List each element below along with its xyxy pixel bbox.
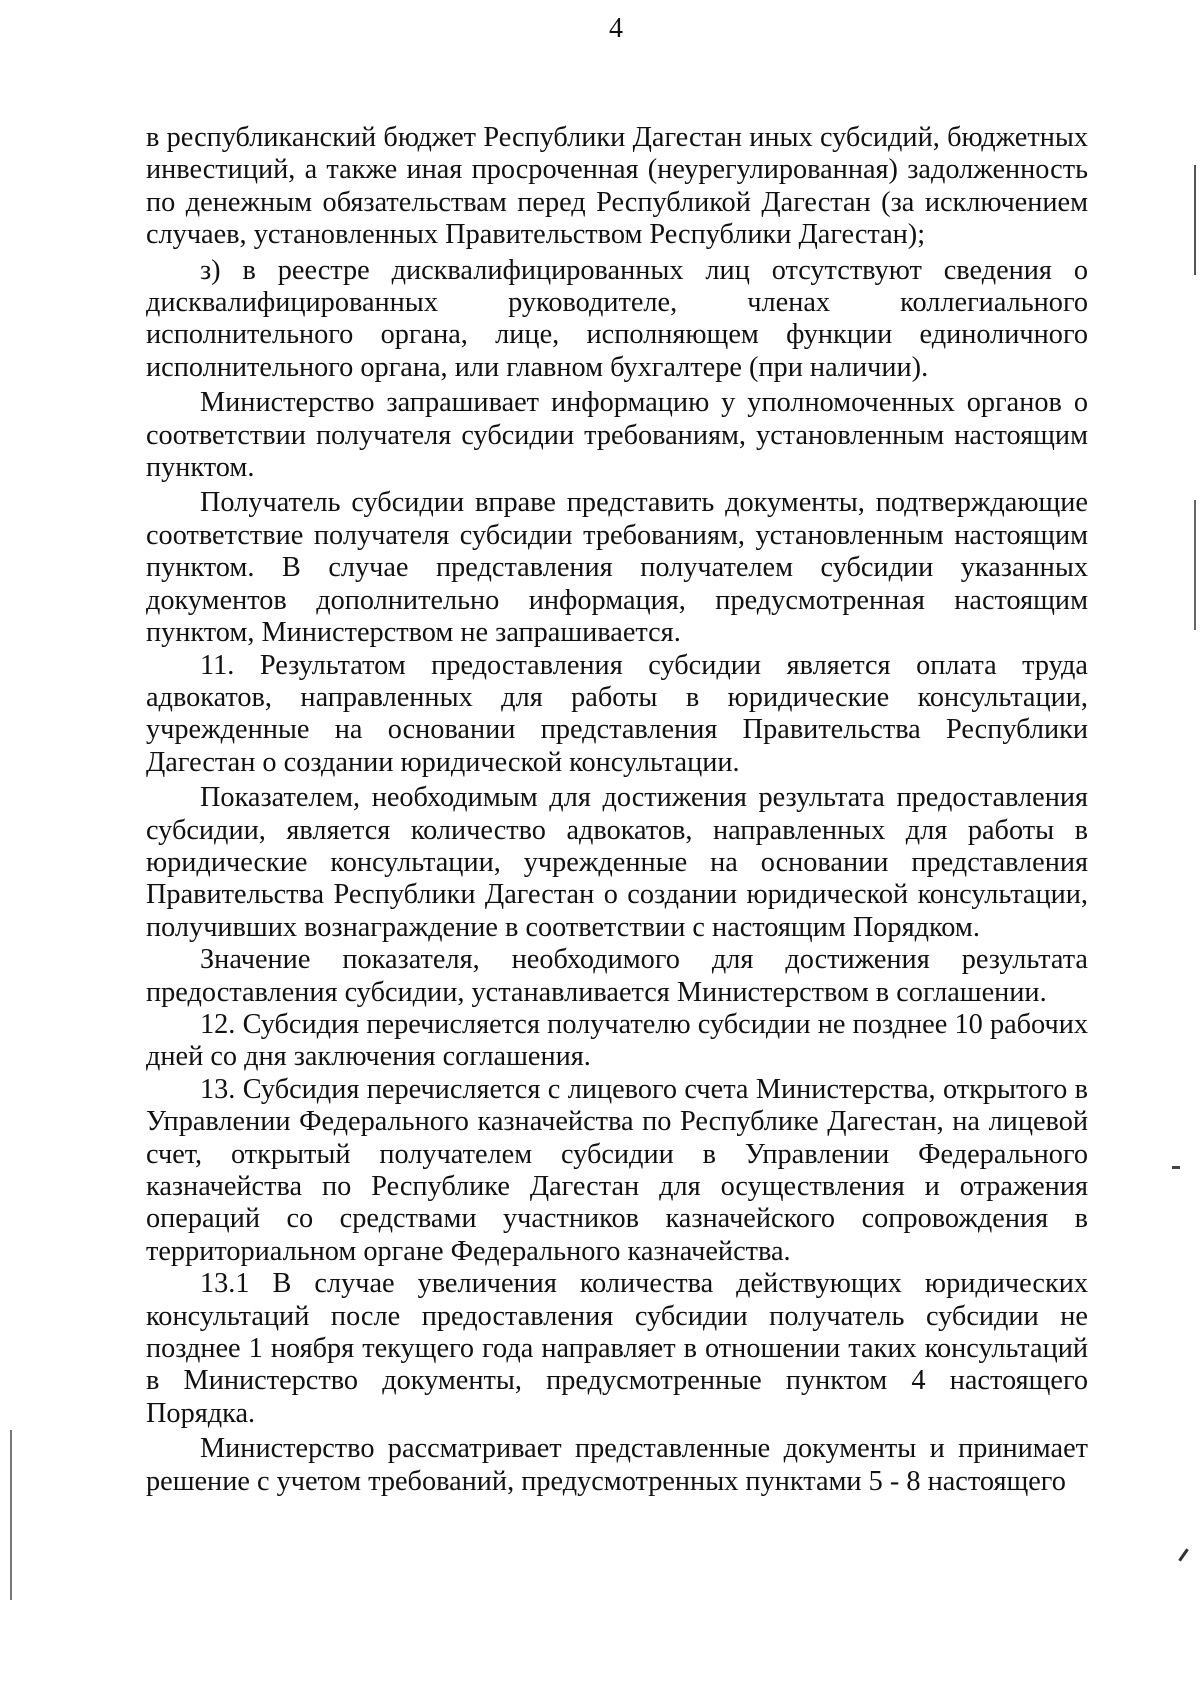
paragraph-recipient-documents: Получатель субсидии вправе представить документы, подтверждающие соответствие получателя субсидии требованиям, установленным настоящим пунктом. В случае представления получателем субсидии указанных документов дополнительно информация, предусмотренная настоящим пунктом, Министерством не запрашивается.	[146, 487, 1088, 649]
paragraph-item-11: 11. Результатом предоставления субсидии является оплата труда адвокатов, направленных для работы в юридические консультации, учрежденные на основании представления Правительства Республики Дагестан о создании юридической консультации.	[146, 649, 1088, 778]
paragraph-indicator: Показателем, необходимым для достижения результата предоставления субсидии, является количество адвокатов, направленных для работы в юридические консультации, учрежденные на основании представления Правительства Республики Дагестан о создании юридической консультации, получивших вознаграждение в соответствии с настоящим Порядком.	[146, 782, 1088, 943]
paragraph-item-z: з) в реестре дисквалифицированных лиц отсутствуют сведения о дисквалифицированных руководителе, членах коллегиального исполнительного органа, лице, исполняющем функции единоличного исполнительного органа, или главном бухгалтере (при наличии).	[146, 254, 1088, 383]
paragraph-indicator-value: Значение показателя, необходимого для достижения результата предоставления субсидии, устанавливается Министерством в соглашении.	[146, 944, 1088, 1008]
scan-edge-mark	[1194, 165, 1196, 275]
paragraph-item-13-1: 13.1 В случае увеличения количества действующих юридических консультаций после предоставления субсидии получатель субсидии не позднее 1 ноября текущего года направляет в отношении таких консультаций в Министерство документы, предусмотренные пунктом 4 настоящего Порядка.	[146, 1268, 1088, 1429]
paragraph-ministry-review: Министерство рассматривает представленные документы и принимает решение с учетом требований, предусмотренных пунктами 5 - 8 настоящего	[146, 1433, 1088, 1497]
paragraph-budget-debt: в республиканский бюджет Республики Дагестан иных субсидий, бюджетных инвестиций, а также иная просроченная (неурегулированная) задолженность по денежным обязательствам перед Республикой Дагестан (за исключением случаев, установленных Правительством Республики Дагестан);	[146, 122, 1088, 251]
page-number: 4	[609, 13, 623, 44]
paragraph-item-12: 12. Субсидия перечисляется получателю субсидии не позднее 10 рабочих дней со дня заключения соглашения.	[146, 1008, 1088, 1073]
scan-tick-mark	[1178, 1548, 1188, 1561]
scan-edge-mark	[10, 1430, 12, 1600]
scan-dash-mark	[1172, 1166, 1180, 1169]
paragraph-item-13: 13. Субсидия перечисляется с лицевого счета Министерства, открытого в Управлении Федерального казначейства по Республике Дагестан, на лицевой счет, открытый получателем субсидии в Управлении Федерального казначейства по Республике Дагестан для осуществления и отражения операций со средствами участников казначейского сопровождения в территориальном органе Федерального казначейства.	[146, 1073, 1088, 1267]
scan-edge-mark	[1194, 500, 1196, 630]
paragraph-ministry-request: Министерство запрашивает информацию у уполномоченных органов о соответствии получателя субсидии требованиям, установленным настоящим пунктом.	[146, 387, 1088, 484]
document-body	[146, 122, 1088, 1498]
